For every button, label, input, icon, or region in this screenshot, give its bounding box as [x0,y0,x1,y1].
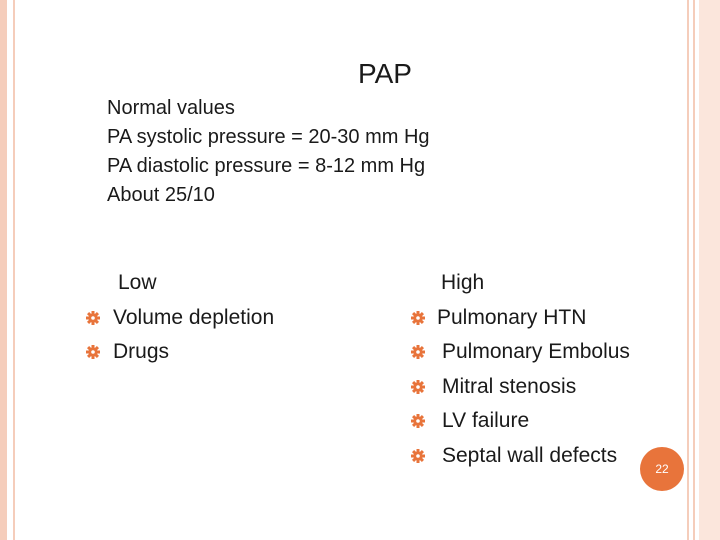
gear-icon [410,439,426,474]
gear-icon [85,335,101,370]
page-number: 22 [655,462,669,476]
normal-values-block [107,94,430,210]
high-item-pulmonary-htn: Pulmonary HTN [437,305,587,329]
left-border-band [0,0,7,540]
right-border-band [699,0,720,540]
slide-title: PAP [358,58,412,89]
gear-icon [410,335,426,370]
low-heading: Low [118,271,157,294]
left-border-line [13,0,15,540]
high-heading: High [441,271,485,294]
diastolic-pressure-line: PA diastolic pressure = 8-12 mm Hg [107,155,426,177]
high-item-pulmonary-embolus: Pulmonary Embolus [442,340,630,363]
high-item-septal-wall-defects: Septal wall defects [442,443,618,467]
high-item-lv-failure: LV failure [442,409,530,432]
gear-icon [410,404,426,439]
about-line: About 25/10 [107,184,215,206]
low-item-drugs: Drugs [113,340,170,363]
normal-values-heading: Normal values [107,97,235,119]
page-number-badge [640,447,684,491]
systolic-pressure-line: PA systolic pressure = 20-30 mm Hg [107,126,430,148]
right-border-line-outer [693,0,695,540]
low-item-volume-depletion: Volume depletion [113,305,275,329]
right-border-line-inner [687,0,689,540]
gear-icon [410,370,426,405]
high-item-mitral-stenosis: Mitral stenosis [442,374,577,398]
gear-icon [410,301,426,336]
gear-icon [85,301,101,336]
